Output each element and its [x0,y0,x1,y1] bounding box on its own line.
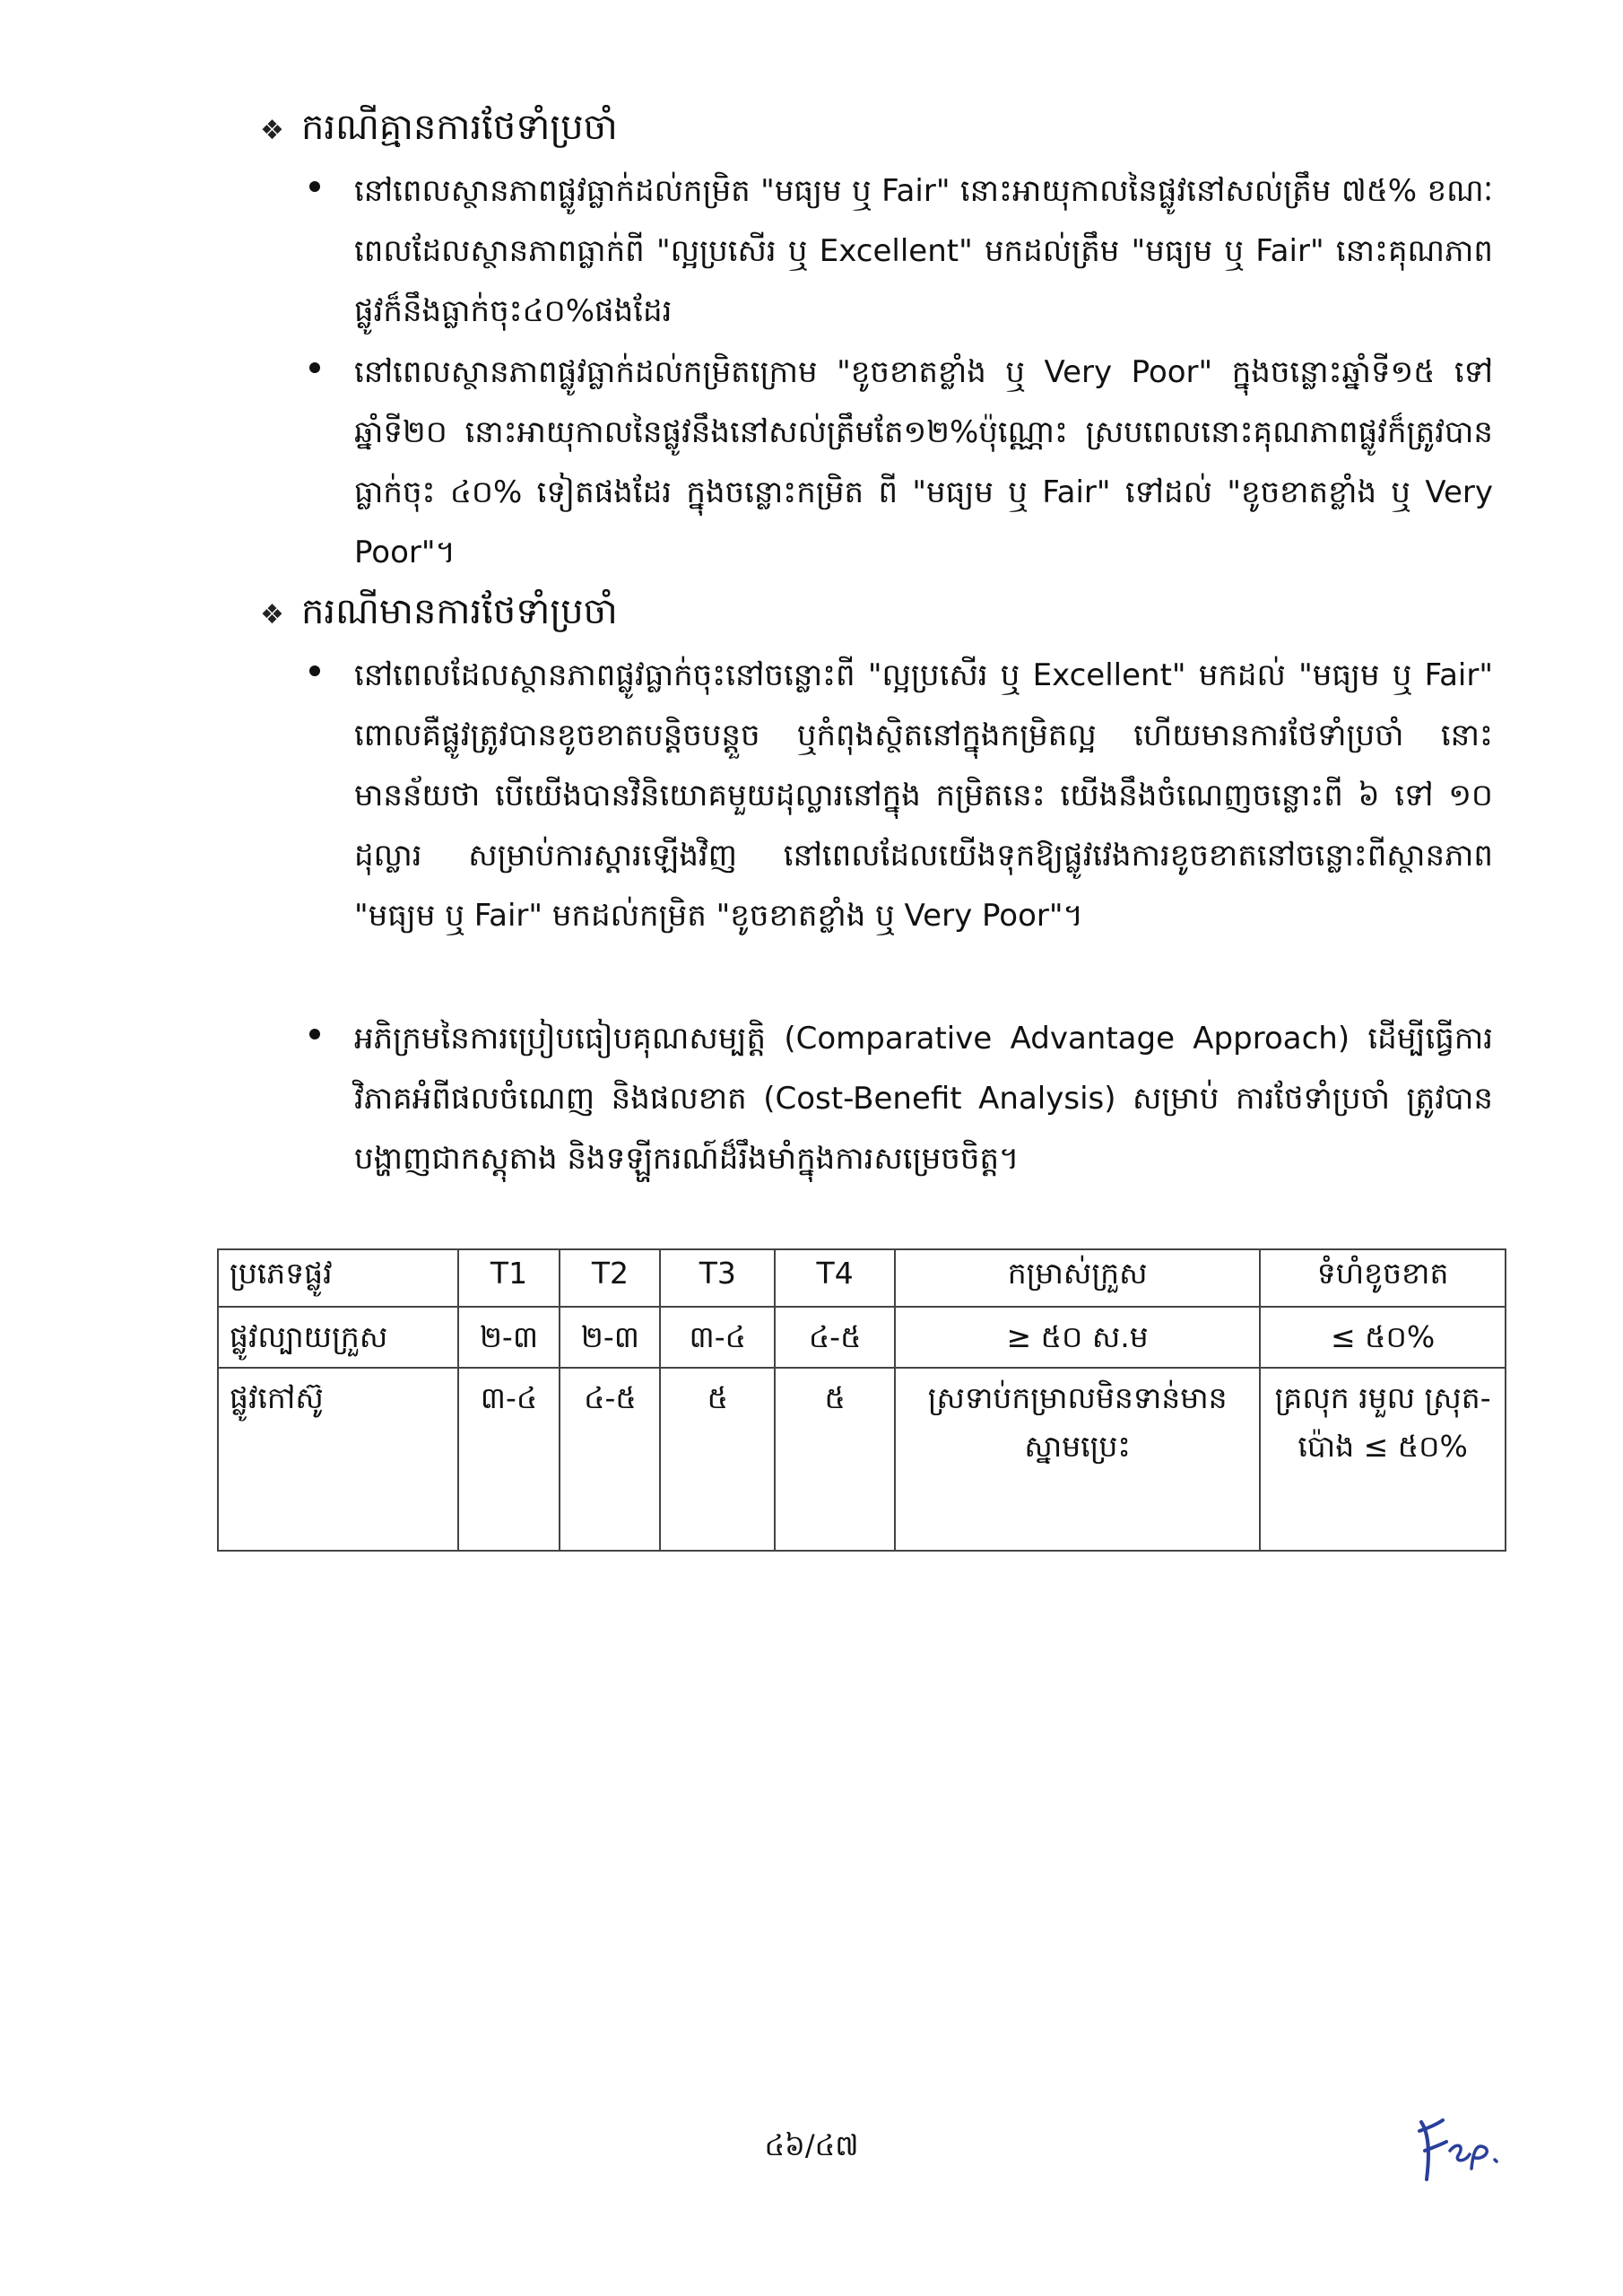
diamond-bullet-icon: ❖ [260,115,284,146]
table-cell: ៤-៥ [775,1307,895,1368]
table-cell: ផ្លូវល្បាយក្រួស [218,1307,458,1368]
column-header: ទំហំខូចខាត [1260,1249,1506,1307]
section-heading-no-maintenance [260,100,618,158]
table-cell: ២-៣ [458,1307,560,1368]
paragraph-text: នៅពេលស្ថានភាពផ្លូវធ្លាក់ដល់កម្រិត "មធ្យម ឬ Fair" នោះអាយុកាលនៃផ្លូវនៅសល់ត្រឹម ៧៥% ខណៈពេលដែលស្ថានភាពធ្លាក់ពី "ល្អប្រសើរ ឬ Excellent" មកដល់ត្រឹម "មធ្យម ឬ Fair" នោះគុណភាពផ្លូវក៏នឹងធ្លាក់ចុះ៤០%ផងដែរ [354,173,1493,329]
table-cell: ៥ [660,1368,775,1551]
column-header: ប្រភេទផ្លូវ [218,1249,458,1307]
bullet-dot-icon [309,362,320,373]
column-header: T3 [660,1249,775,1307]
section-heading-text: ករណីគ្មានការថែទាំប្រចាំ [301,107,618,148]
table-cell: ៤-៥ [560,1368,660,1551]
column-header: T2 [560,1249,660,1307]
section-heading-with-maintenance [260,585,618,642]
column-header: កម្រាស់ក្រួស [895,1249,1260,1307]
table-cell: ៣-៤ [660,1307,775,1368]
column-header: T4 [775,1249,895,1307]
column-header: T1 [458,1249,560,1307]
signature-icon [1412,2115,1511,2187]
page-number: ៤៦/៤៧ [764,2128,859,2162]
table-cell: គ្រលុក រមួល ស្រុត-ប៉ោង ≤ ៥០% [1260,1368,1506,1551]
road-type-table [217,1248,1506,1552]
bullet-dot-icon [309,181,320,192]
list-item [309,343,1493,583]
diamond-bullet-icon: ❖ [260,599,284,631]
table-cell: ≤ ៥០% [1260,1307,1506,1368]
paragraph-text: នៅពេលស្ថានភាពផ្លូវធ្លាក់ដល់កម្រិតក្រោម "ខូចខាតខ្លាំង ឬ Very Poor" ក្នុងចន្លោះឆ្នាំទី១៥ ទៅឆ្នាំទី២០ នោះអាយុកាលនៃផ្លូវនឹងនៅសល់ត្រឹមតែ១២%ប៉ុណ្ណោះ ស្របពេលនោះគុណភាពផ្លូវក៏ត្រូវបានធ្លាក់ចុះ ៤០% ទៀតផងដែរ ក្នុងចន្លោះកម្រិត ពី "មធ្យម ឬ Fair" ទៅដល់ "ខូចខាតខ្លាំង ឬ Very Poor"។ [354,354,1493,570]
bullet-dot-icon [309,665,320,676]
table-cell: ផ្លូវកៅស៊ូ [218,1368,458,1551]
table-header-row [218,1249,1506,1307]
table-cell: ២-៣ [560,1307,660,1368]
section-heading-text: ករណីមានការថែទាំប្រចាំ [301,591,618,632]
table-cell: ៣-៤ [458,1368,560,1551]
table-cell: ≥ ៥០ ស.ម [895,1307,1260,1368]
paragraph-text: អភិក្រមនៃការប្រៀបធៀបគុណសម្បត្តិ (Comparative Advantage Approach) ដើម្បីធ្វើការវិភាគអំពីផលចំណេញ និងផលខាត (Cost-Benefit Analysis) សម្រាប់ ការថែទាំប្រចាំ ត្រូវបានបង្ហាញជាកស្តុតាង និងទឡ្ហីករណ៍ដ៏រឹងមាំក្នុងការសម្រេចចិត្ត។ [354,1021,1493,1177]
list-item [309,646,1493,946]
bullet-dot-icon [309,1029,320,1039]
table-row [218,1307,1506,1368]
table-row [218,1368,1506,1551]
list-item [309,161,1493,342]
table-cell: ស្រទាប់កម្រាលមិនទាន់មានស្នាមប្រេះ [895,1368,1260,1551]
list-item [309,1009,1493,1189]
table-cell: ៥ [775,1368,895,1551]
paragraph-text: នៅពេលដែលស្ថានភាពផ្លូវធ្លាក់ចុះនៅចន្លោះពី "ល្អប្រសើរ ឬ Excellent" មកដល់ "មធ្យម ឬ Fair" ពោលគឺផ្លូវត្រូវបានខូចខាតបន្តិចបន្តួច ឬកំពុងស្ថិតនៅក្នុងកម្រិតល្អ ហើយមានការថែទាំប្រចាំ នោះមានន័យថា បើយើងបានវិនិយោគមួយដុល្លារនៅក្នុង កម្រិតនេះ យើងនឹងចំណេញចន្លោះពី ៦ ទៅ ១០ ដុល្លារ សម្រាប់ការស្តារឡើងវិញ នៅពេលដែលយើងទុកឱ្យផ្លូវវេងការខូចខាតនៅចន្លោះពីស្ថានភាព "មធ្យម ឬ Fair" មកដល់កម្រិត "ខូចខាតខ្លាំង ឬ Very Poor"។ [354,657,1493,934]
